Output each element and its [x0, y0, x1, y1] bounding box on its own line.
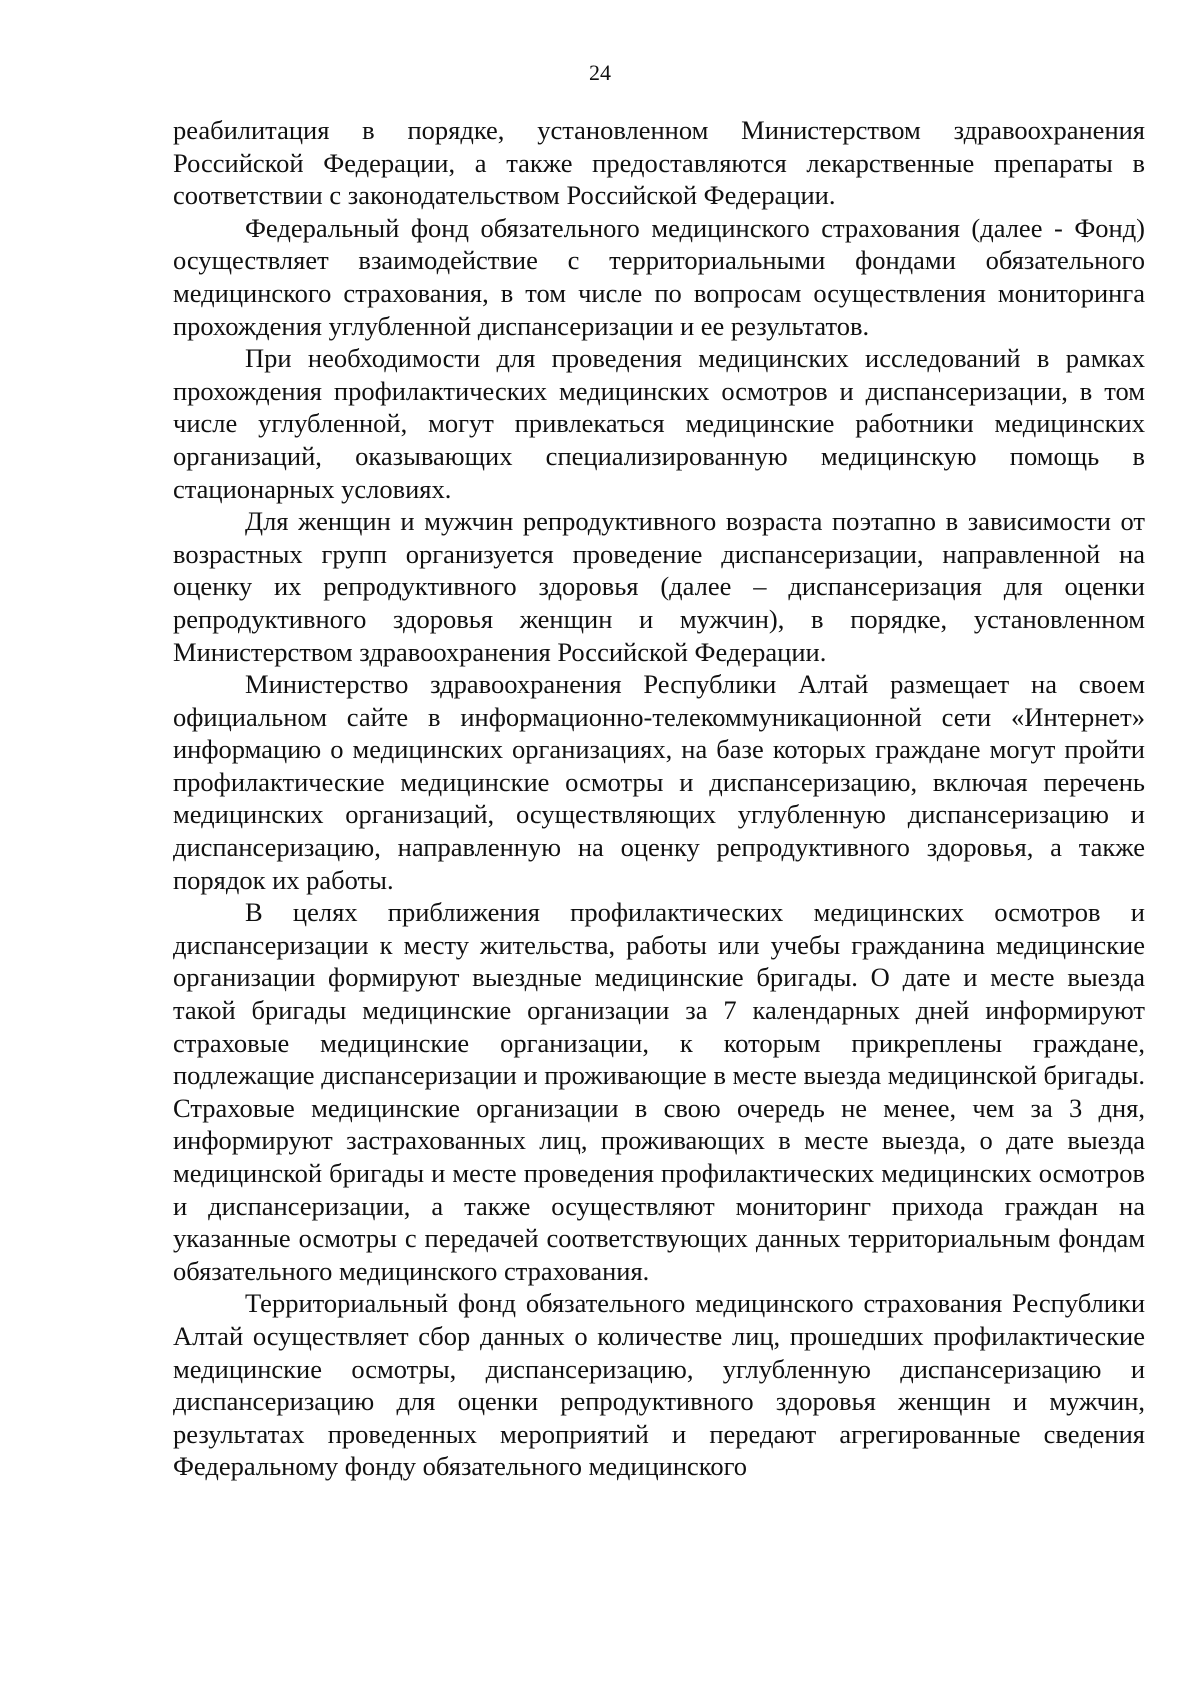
paragraph-federal-fund: Федеральный фонд обязательного медицинского страхования (далее - Фонд) осуществляет взаимодействие с территориальными фондами обязательного медицинского страхования, в том числе по вопросам осуществления мониторинга прохождения углубленной диспансеризации и ее результатов.: [173, 212, 1145, 341]
paragraph-territorial-fund: Территориальный фонд обязательного медицинского страхования Республики Алтай осуществляет сбор данных о количестве лиц, прошедших профилактические медицинские осмотры, диспансеризацию, углубленную диспансеризацию и диспансеризацию для оценки репродуктивного здоровья женщин и мужчин, результатах проведенных мероприятий и передают агрегированные сведения Федеральному фонду обязательного медицинского: [173, 1288, 1145, 1482]
paragraph-mobile-brigades: В целях приближения профилактических медицинских осмотров и диспансеризации к месту жительства, работы или учебы гражданина медицинские организации формируют выездные медицинские бригады. О дате и месте выезда такой бригады медицинские организации за 7 календарных дней информируют страховые медицинские организации, к которым прикреплены граждане, подлежащие диспансеризации и проживающие в месте выезда медицинской бригады. Страховые медицинские организации в свою очередь не менее, чем за 3 дня, информируют застрахованных лиц, проживающих в месте выезда, о дате выезда медицинской бригады и месте проведения профилактических медицинских осмотров и диспансеризации, а также осуществляют мониторинг прихода граждан на указанные осмотры с передачей соответствующих данных территориальным фондам обязательного медицинского страхования.: [173, 897, 1145, 1286]
document-body: [173, 114, 1145, 1483]
page-number: 24: [589, 60, 611, 85]
paragraph-reproductive-health: Для женщин и мужчин репродуктивного возраста поэтапно в зависимости от возрастных групп организуется проведение диспансеризации, направленной на оценку их репродуктивного здоровья (далее – диспансеризация для оценки репродуктивного здоровья женщин и мужчин), в порядке, установленном Министерством здравоохранения Российской Федерации.: [173, 506, 1145, 667]
paragraph-ministry-website: Министерство здравоохранения Республики Алтай размещает на своем официальном сайте в информационно-телекоммуникационной сети «Интернет» информацию о медицинских организациях, на базе которых граждане могут пройти профилактические медицинские осмотры и диспансеризацию, включая перечень медицинских организаций, осуществляющих углубленную диспансеризацию и диспансеризацию, направленную на оценку репродуктивного здоровья, а также порядок их работы.: [173, 669, 1145, 895]
paragraph-continuation: реабилитация в порядке, установленном Министерством здравоохранения Российской Федерации, а также предоставляются лекарственные препараты в соответствии с законодательством Российской Федерации.: [173, 115, 1145, 211]
paragraph-medical-research: При необходимости для проведения медицинских исследований в рамках прохождения профилактических медицинских осмотров и диспансеризации, в том числе углубленной, могут привлекаться медицинские работники медицинских организаций, оказывающих специализированную медицинскую помощь в стационарных условиях.: [173, 343, 1145, 504]
